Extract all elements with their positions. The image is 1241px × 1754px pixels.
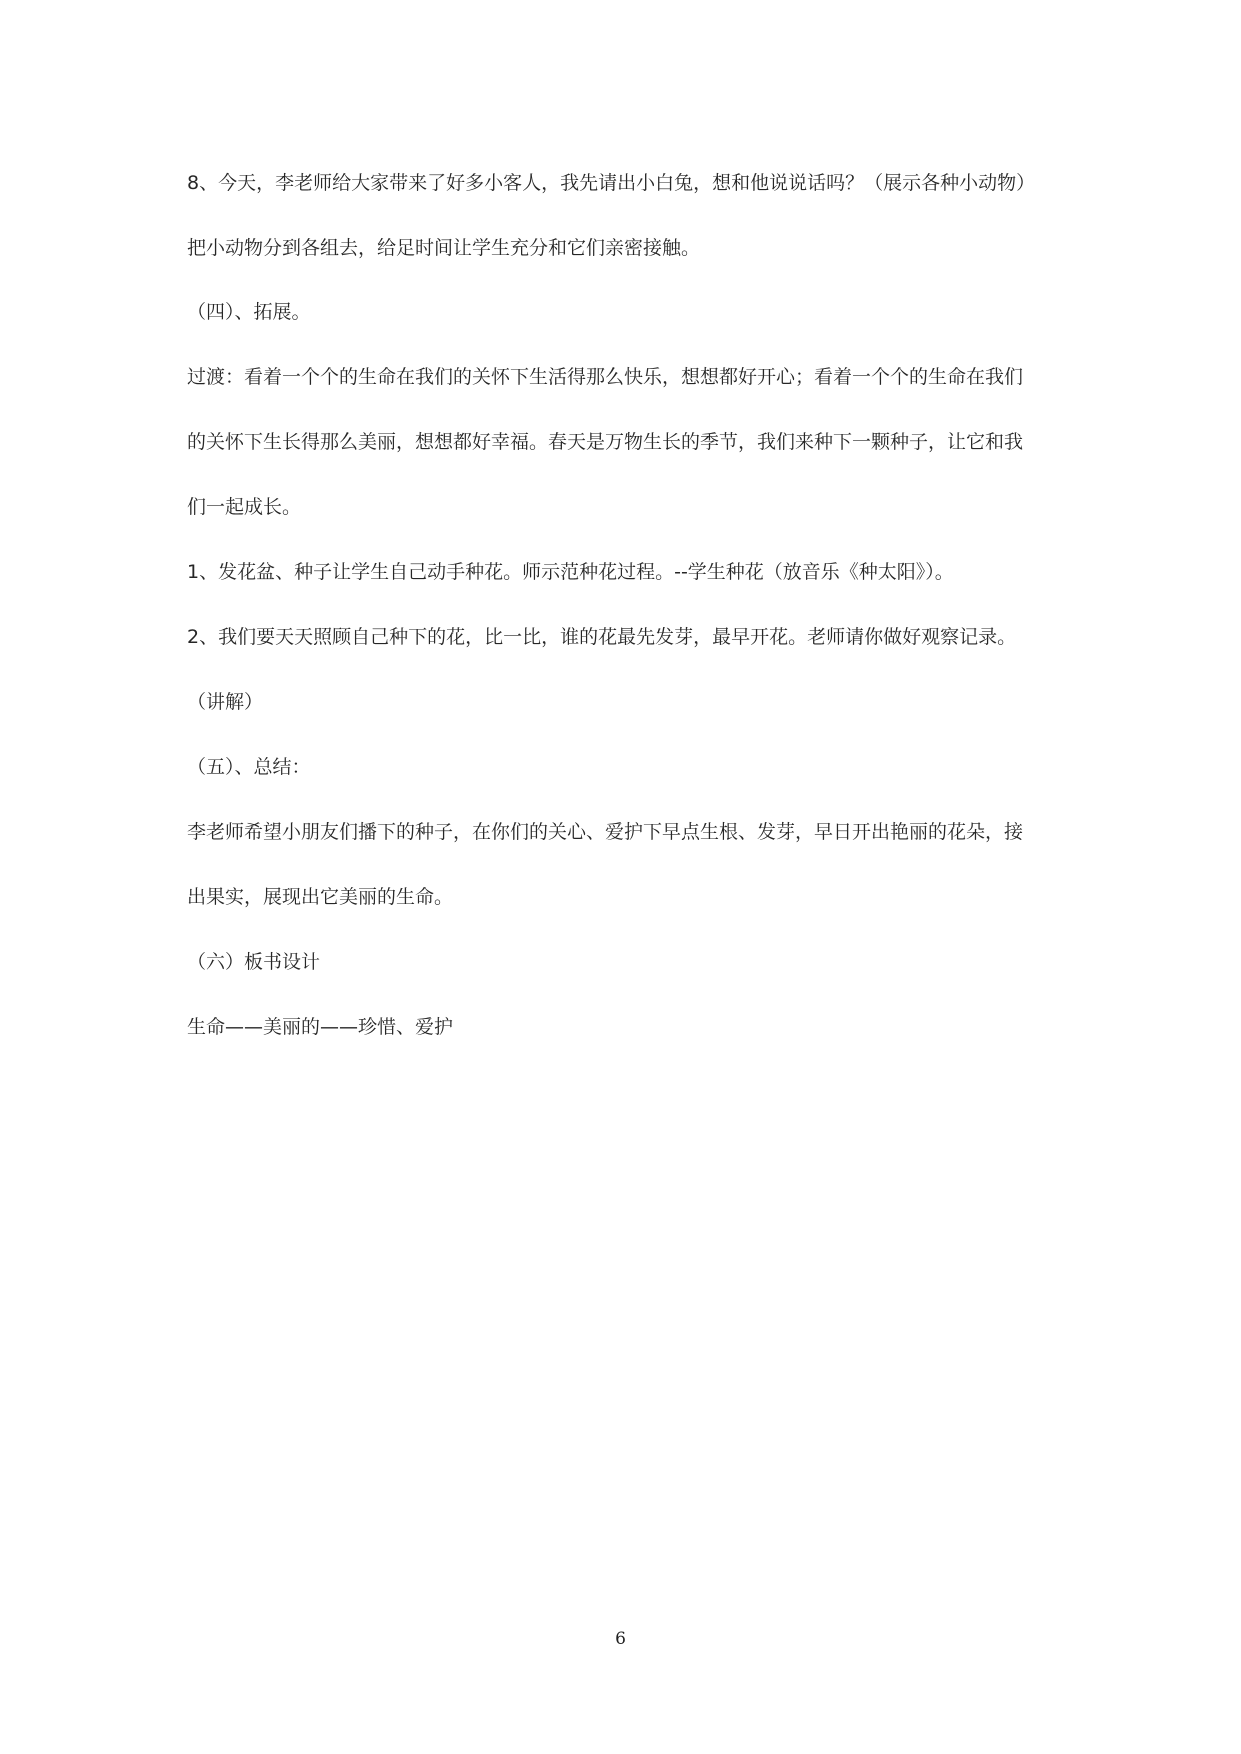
section-heading: （六）板书设计 [187,951,321,973]
paragraph-line: （讲解） [187,691,264,713]
paragraph-line: 把小动物分到各组去，给足时间让学生充分和它们亲密接触。 [187,237,701,259]
paragraph-line: 的关怀下生长得那么美丽，想想都好幸福。春天是万物生长的季节，我们来种下一颗种子，让它和我 [187,431,1024,453]
section-heading: （四）、拓展。 [187,301,311,323]
paragraph-line: 8、今天，李老师给大家带来了好多小客人，我先请出小白兔，想和他说说话吗？（展示各种小动物） [187,172,1036,194]
paragraph-line: 们一起成长。 [187,496,302,518]
paragraph-line: 生命——美丽的——珍惜、爱护 [187,1016,454,1038]
paragraph-line: 出果实，展现出它美丽的生命。 [187,886,454,908]
paragraph-line: 过渡：看着一个个的生命在我们的关怀下生活得那么快乐，想想都好开心；看着一个个的生命在我们 [187,366,1024,388]
paragraph-line: 2、我们要天天照顾自己种下的花，比一比，谁的花最先发芽，最早开花。老师请你做好观察记录。 [187,626,1017,648]
section-heading: （五）、总结： [187,756,311,778]
paragraph-line: 李老师希望小朋友们播下的种子，在你们的关心、爱护下早点生根、发芽，早日开出艳丽的花朵，接 [187,821,1024,843]
paragraph-line: 1、发花盆、种子让学生自己动手种花。师示范种花过程。--学生种花（放音乐《种太阳》）。 [187,561,954,583]
page-number: 6 [615,1629,626,1649]
